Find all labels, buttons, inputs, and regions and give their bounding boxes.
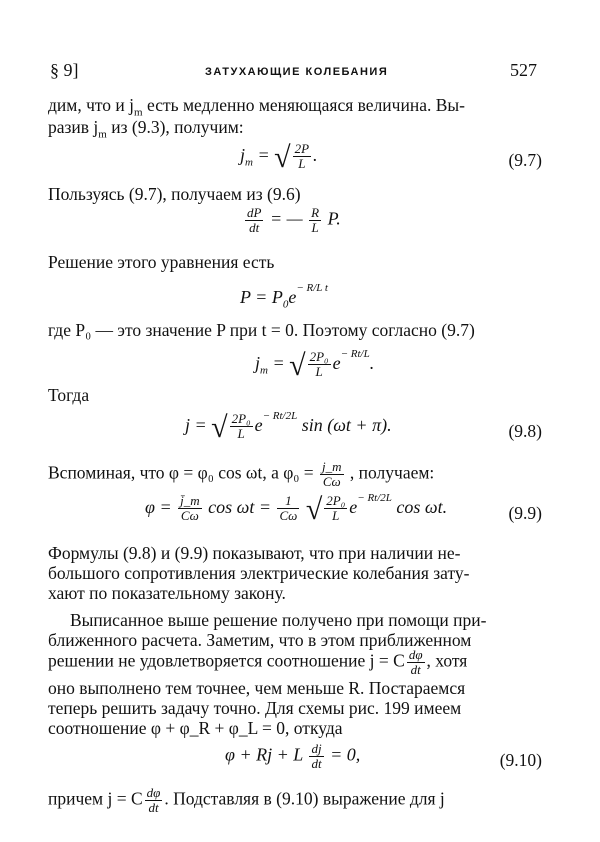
equation-number: (9.10) — [499, 750, 542, 770]
text-line: оно выполнено тем точнее, чем меньше R. Постараемся — [48, 678, 466, 698]
text-line: разив $j_m$ из (9.3), получим: — [48, 117, 244, 141]
equation-jm: $j_m$ = √ $\frac{\text{2P₀}}{L}$ $e^{- Rt/L}$. — [255, 348, 375, 382]
equation-9-7: $j_m$ = √ $\frac{2P}{L}$ . — [240, 141, 318, 174]
running-title: ЗАТУХАЮЩИЕ КОЛЕБАНИЯ — [205, 66, 389, 78]
equation-number: (9.8) — [508, 421, 542, 441]
text-line: дим, что и $j_m$ есть медленно меняющаяся величина. Вы- — [48, 95, 465, 119]
text-line: соотношение φ + φ_R + φ_L = 0, откуда — [48, 718, 343, 738]
text-line: Выписанное выше решение получено при помощи при- — [70, 610, 487, 630]
text-line: большого сопротивления электрические колебания зату- — [48, 563, 470, 583]
text-line: Формулы (9.8) и (9.9) показывают, что при наличии не- — [48, 543, 461, 563]
equation-dp-dt: $\frac{dP}{dt}$ = — $\frac{R}{L}$ P. — [247, 205, 341, 235]
text-line: теперь решить задачу точно. Для схемы рис. 199 имеем — [48, 698, 462, 718]
equation-number: (9.9) — [508, 503, 542, 523]
equation-number: (9.7) — [508, 150, 542, 170]
equation-9-10: φ + Rj + L $\frac{dj}{dt}$ = 0, — [225, 741, 361, 771]
equation-9-9: φ = $\frac{j̄\_m}{C\omega}$ cos ωt = $\frac{1}{C\omega}$ √ $\frac{\text{2P₀}}{L}$ $e^{- Rt/2L}$ cos ωt. — [145, 492, 448, 526]
section-marker: § 9] — [50, 60, 79, 80]
text-line: хают по показательному закону. — [48, 583, 286, 603]
text-line: причем j = C $\frac{d\varphi}{dt}$ . Подставляя в (9.10) выражение для j — [48, 785, 445, 815]
text-line: Тогда — [48, 385, 90, 405]
text-line: Решение этого уравнения есть — [48, 252, 275, 272]
text-line: ближенного расчета. Заметим, что в этом приближенном — [48, 630, 472, 650]
text-line: где P₀ — это значение P при t = 0. Поэтому согласно (9.7) — [48, 320, 475, 340]
page-number: 527 — [510, 60, 537, 80]
equation-solution: $P = P_0e^{- R/L t}$ — [240, 282, 328, 311]
equation-9-8: j = √ $\frac{\text{2P₀}}{L}$ $e^{- Rt/2L}$ sin (ωt + π). — [185, 410, 392, 444]
text-line: Вспоминая, что φ = φ₀ cos ωt, а φ₀ = $\frac{j\_m}{C\omega}$ , получаем: — [48, 459, 435, 489]
text-line: Пользуясь (9.7), получаем из (9.6) — [48, 184, 301, 204]
text-line: решении не удовлетворяется соотношение j = C $\frac{d\varphi}{dt}$ , хотя — [48, 647, 468, 677]
